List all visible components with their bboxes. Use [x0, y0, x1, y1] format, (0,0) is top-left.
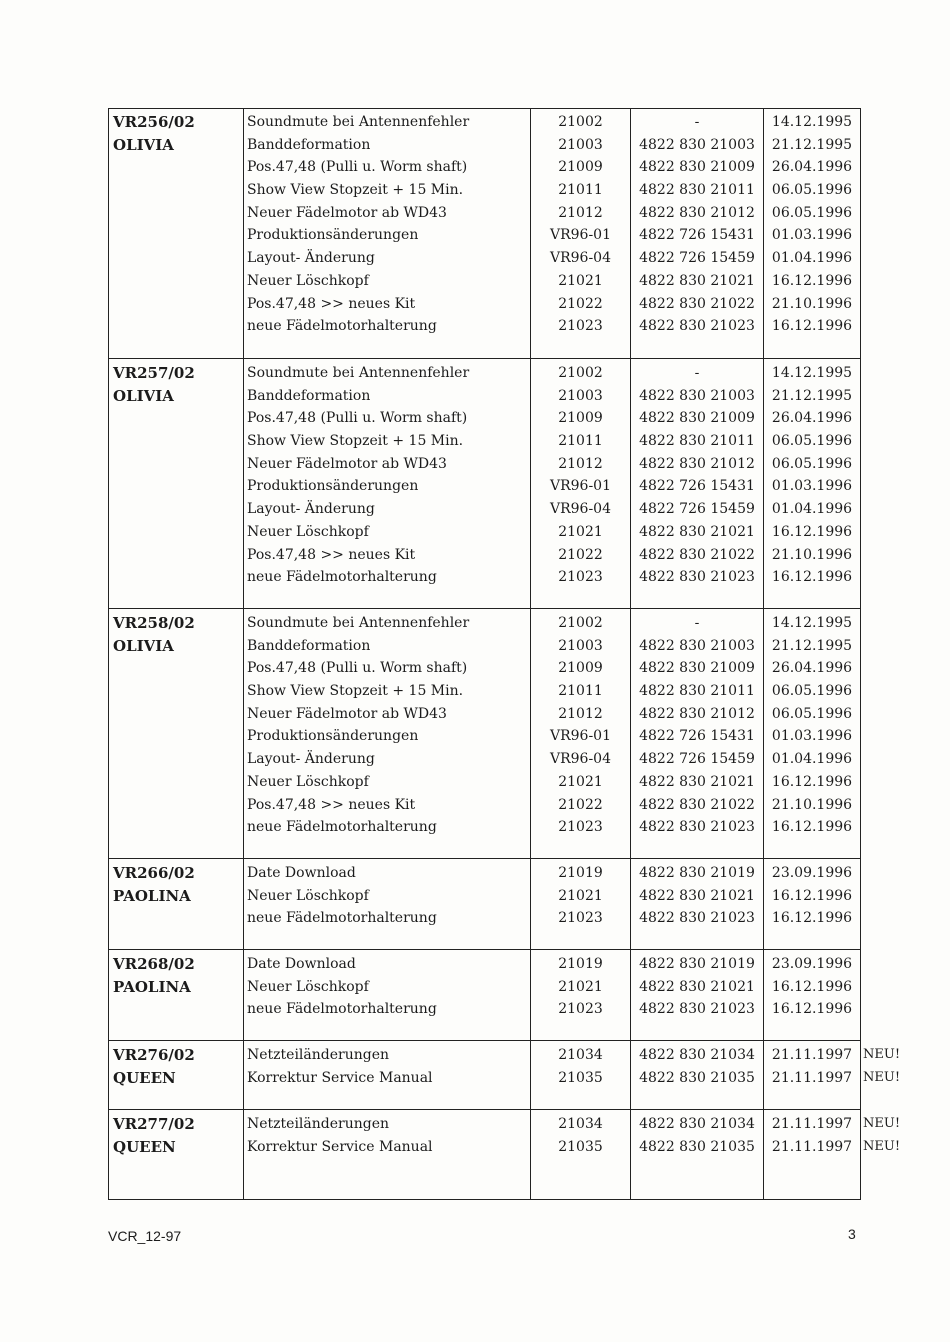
- change-code-cell: [531, 1110, 631, 1200]
- footer-doc-ref: VCR_12-97: [108, 1228, 182, 1244]
- model-name: PAOLINA: [113, 886, 191, 905]
- model-name: OLIVIA: [113, 386, 174, 405]
- change-description: Pos.47,48 >> neues Kit: [247, 295, 416, 312]
- change-code: 21011: [558, 683, 603, 700]
- change-description: Neuer Fädelmotor ab WD43: [247, 455, 447, 472]
- change-code: 21009: [558, 660, 603, 677]
- change-description: Neuer Löschkopf: [247, 523, 369, 540]
- change-description: Pos.47,48 >> neues Kit: [247, 796, 416, 813]
- part-number: 4822 726 15459: [639, 751, 755, 768]
- part-number: 4822 830 21012: [639, 455, 755, 472]
- model-block: [109, 359, 861, 609]
- change-date: 06.05.1996: [771, 683, 853, 700]
- change-code: 21002: [558, 114, 603, 130]
- change-description-cell: [244, 1041, 531, 1110]
- change-code: 21021: [558, 523, 603, 540]
- change-code: 21012: [558, 455, 603, 472]
- part-number: 4822 830 21023: [639, 819, 755, 836]
- change-date: 01.04.1996: [771, 250, 853, 267]
- change-description: Korrektur Service Manual: [247, 1069, 433, 1086]
- part-number: 4822 830 21022: [639, 796, 755, 813]
- change-date: 16.12.1996: [771, 272, 853, 289]
- change-date: 01.03.1996: [771, 728, 853, 745]
- part-number: 4822 726 15459: [639, 501, 755, 518]
- new-note: NEU!: [863, 1116, 901, 1131]
- change-date: 06.05.1996: [771, 204, 853, 221]
- change-code-cell: [531, 950, 631, 1041]
- change-date: 21.11.1997: [771, 1069, 853, 1086]
- footer-page-number: 3: [848, 1226, 856, 1242]
- part-number: -: [694, 114, 700, 130]
- change-code-cell: [531, 609, 631, 859]
- model-number: VR276/02: [113, 1046, 195, 1064]
- change-description: Pos.47,48 >> neues Kit: [247, 546, 416, 563]
- part-number: 4822 830 21035: [639, 1138, 755, 1155]
- change-code: VR96-01: [549, 227, 611, 244]
- change-description-cell: [244, 609, 531, 859]
- part-number: 4822 830 21019: [639, 956, 755, 972]
- change-code: 21003: [558, 136, 603, 153]
- change-date-cell: [764, 109, 861, 359]
- change-code: 21022: [558, 796, 603, 813]
- change-code: 21022: [558, 295, 603, 312]
- change-code: 21002: [558, 365, 603, 381]
- part-number: -: [694, 615, 700, 631]
- change-date: 01.04.1996: [771, 751, 853, 768]
- change-description: Date Download: [247, 865, 356, 881]
- change-code: VR96-04: [549, 501, 611, 518]
- change-code: VR96-04: [549, 250, 611, 267]
- new-note: NEU!: [863, 1069, 901, 1085]
- part-number: 4822 830 21003: [639, 136, 755, 153]
- change-date: 06.05.1996: [771, 455, 853, 472]
- change-code: 21002: [558, 615, 603, 631]
- change-date: 06.05.1996: [771, 433, 853, 450]
- part-number: 4822 830 21022: [639, 295, 755, 312]
- change-code-cell: [531, 359, 631, 609]
- change-date-cell: [764, 1041, 861, 1110]
- change-description: Banddeformation: [247, 637, 371, 654]
- change-description: Layout- Änderung: [247, 501, 375, 518]
- change-description: Netzteiländerungen: [247, 1047, 390, 1063]
- change-description: Banddeformation: [247, 136, 371, 153]
- change-description: Neuer Fädelmotor ab WD43: [247, 204, 447, 221]
- part-number: 4822 830 21009: [639, 660, 755, 677]
- change-code: 21012: [558, 204, 603, 221]
- change-code: 21023: [558, 318, 603, 335]
- change-description: Soundmute bei Antennenfehler: [247, 365, 470, 381]
- change-date: 14.12.1995: [771, 365, 853, 381]
- change-date: 14.12.1995: [771, 615, 853, 631]
- model-name: QUEEN: [113, 1137, 176, 1156]
- model-number: VR257/02: [113, 364, 195, 382]
- change-code: 21023: [558, 910, 603, 927]
- change-code: 21021: [558, 887, 603, 904]
- model-cell: [109, 359, 244, 609]
- change-description: neue Fädelmotorhalterung: [247, 1001, 437, 1018]
- change-date: 26.04.1996: [771, 410, 853, 427]
- new-note-group: [863, 1113, 900, 1158]
- service-changes-table: [108, 108, 861, 1200]
- part-number: 4822 830 21011: [639, 182, 755, 199]
- change-description: neue Fädelmotorhalterung: [247, 569, 437, 586]
- part-number: 4822 726 15431: [639, 478, 755, 495]
- model-cell: [109, 109, 244, 359]
- change-date: 01.03.1996: [771, 478, 853, 495]
- change-description: Pos.47,48 (Pulli u. Worm shaft): [247, 660, 468, 677]
- change-description: Soundmute bei Antennenfehler: [247, 615, 470, 631]
- part-number: 4822 830 21021: [639, 978, 755, 995]
- part-number: 4822 830 21035: [639, 1069, 755, 1086]
- change-description: Date Download: [247, 956, 356, 972]
- change-code: VR96-01: [549, 478, 611, 495]
- model-block: [109, 1041, 861, 1110]
- change-date-cell: [764, 359, 861, 609]
- change-description: Show View Stopzeit + 15 Min.: [247, 182, 464, 199]
- part-number: 4822 830 21012: [639, 705, 755, 722]
- change-code: VR96-04: [549, 751, 611, 768]
- change-code: VR96-01: [549, 728, 611, 745]
- part-number: 4822 830 21003: [639, 387, 755, 404]
- change-code: 21019: [558, 956, 603, 972]
- model-number: VR258/02: [113, 614, 195, 632]
- model-name: PAOLINA: [113, 977, 191, 996]
- change-code: 21003: [558, 637, 603, 654]
- change-description: Neuer Löschkopf: [247, 773, 369, 790]
- change-code: 21012: [558, 705, 603, 722]
- model-number: VR268/02: [113, 955, 195, 973]
- part-number: 4822 726 15431: [639, 728, 755, 745]
- change-description: neue Fädelmotorhalterung: [247, 819, 437, 836]
- change-date: 16.12.1996: [771, 773, 853, 790]
- part-number: 4822 830 21022: [639, 546, 755, 563]
- change-date: 16.12.1996: [771, 569, 853, 586]
- change-date: 16.12.1996: [771, 1001, 853, 1018]
- part-number: 4822 830 21003: [639, 637, 755, 654]
- change-code: 21009: [558, 410, 603, 427]
- change-date: 21.12.1995: [771, 136, 853, 153]
- change-code: 21003: [558, 387, 603, 404]
- part-number: 4822 830 21011: [639, 683, 755, 700]
- change-description-cell: [244, 359, 531, 609]
- change-date-cell: [764, 950, 861, 1041]
- change-description: Soundmute bei Antennenfehler: [247, 114, 470, 130]
- change-description: Neuer Löschkopf: [247, 978, 369, 995]
- part-number: -: [694, 365, 700, 381]
- change-code: 21011: [558, 182, 603, 199]
- change-code: 21009: [558, 159, 603, 176]
- part-number: 4822 830 21009: [639, 159, 755, 176]
- change-date: 21.12.1995: [771, 637, 853, 654]
- part-number: 4822 726 15431: [639, 227, 755, 244]
- change-date: 01.03.1996: [771, 227, 853, 244]
- part-number: 4822 830 21012: [639, 204, 755, 221]
- change-description: Neuer Löschkopf: [247, 887, 369, 904]
- change-code-cell: [531, 859, 631, 950]
- change-date: 06.05.1996: [771, 182, 853, 199]
- model-cell: [109, 1041, 244, 1110]
- change-date: 21.12.1995: [771, 387, 853, 404]
- part-number: 4822 830 21019: [639, 865, 755, 881]
- change-date: 16.12.1996: [771, 318, 853, 335]
- model-name: QUEEN: [113, 1068, 176, 1087]
- new-note: NEU!: [863, 1138, 901, 1154]
- part-number: 4822 830 21009: [639, 410, 755, 427]
- part-number-cell: [631, 609, 764, 859]
- change-description-cell: [244, 859, 531, 950]
- change-date: 16.12.1996: [771, 819, 853, 836]
- change-code-cell: [531, 109, 631, 359]
- change-date: 23.09.1996: [771, 865, 853, 881]
- change-code: 21023: [558, 819, 603, 836]
- change-date-cell: [764, 1110, 861, 1200]
- part-number: 4822 830 21034: [639, 1116, 755, 1132]
- model-block: [109, 950, 861, 1041]
- change-description-cell: [244, 950, 531, 1041]
- part-number: 4822 830 21034: [639, 1047, 755, 1063]
- model-cell: [109, 609, 244, 859]
- change-date: 21.10.1996: [771, 295, 853, 312]
- change-description: Netzteiländerungen: [247, 1116, 390, 1132]
- part-number-cell: [631, 1041, 764, 1110]
- change-date: 21.11.1997: [771, 1047, 853, 1063]
- model-cell: [109, 859, 244, 950]
- model-block: [109, 859, 861, 950]
- change-description: Produktionsänderungen: [247, 478, 419, 495]
- change-code: 21021: [558, 272, 603, 289]
- change-code: 21034: [558, 1047, 603, 1063]
- change-date: 16.12.1996: [771, 978, 853, 995]
- change-code-cell: [531, 1041, 631, 1110]
- part-number-cell: [631, 359, 764, 609]
- change-date: 16.12.1996: [771, 887, 853, 904]
- change-description: Show View Stopzeit + 15 Min.: [247, 683, 464, 700]
- model-cell: [109, 950, 244, 1041]
- change-description: Layout- Änderung: [247, 250, 375, 267]
- part-number-cell: [631, 109, 764, 359]
- model-block: [109, 609, 861, 859]
- change-date: 21.11.1997: [771, 1138, 853, 1155]
- change-code: 21023: [558, 569, 603, 586]
- part-number: 4822 830 21021: [639, 523, 755, 540]
- part-number-cell: [631, 1110, 764, 1200]
- part-number-cell: [631, 859, 764, 950]
- change-description: Produktionsänderungen: [247, 728, 419, 745]
- change-description: neue Fädelmotorhalterung: [247, 910, 437, 927]
- change-date: 26.04.1996: [771, 159, 853, 176]
- change-description: Layout- Änderung: [247, 751, 375, 768]
- model-cell: [109, 1110, 244, 1200]
- change-code: 21023: [558, 1001, 603, 1018]
- part-number: 4822 830 21023: [639, 910, 755, 927]
- change-date-cell: [764, 859, 861, 950]
- change-description: Produktionsänderungen: [247, 227, 419, 244]
- change-date: 21.10.1996: [771, 546, 853, 563]
- part-number: 4822 830 21023: [639, 318, 755, 335]
- change-date: 06.05.1996: [771, 705, 853, 722]
- change-code: 21034: [558, 1116, 603, 1132]
- part-number: 4822 830 21023: [639, 1001, 755, 1018]
- part-number: 4822 830 21021: [639, 773, 755, 790]
- change-description-cell: [244, 1110, 531, 1200]
- change-description: Pos.47,48 (Pulli u. Worm shaft): [247, 410, 468, 427]
- new-note-group: [863, 1044, 900, 1089]
- change-date: 16.12.1996: [771, 910, 853, 927]
- change-code: 21011: [558, 433, 603, 450]
- change-description: Neuer Löschkopf: [247, 272, 369, 289]
- change-date: 16.12.1996: [771, 523, 853, 540]
- change-date: 01.04.1996: [771, 501, 853, 518]
- change-code: 21021: [558, 773, 603, 790]
- part-number: 4822 830 21021: [639, 887, 755, 904]
- change-code: 21035: [558, 1069, 603, 1086]
- part-number: 4822 726 15459: [639, 250, 755, 267]
- new-note: NEU!: [863, 1047, 901, 1062]
- model-name: OLIVIA: [113, 135, 174, 154]
- model-number: VR277/02: [113, 1115, 195, 1133]
- model-block: [109, 1110, 861, 1200]
- change-description: Show View Stopzeit + 15 Min.: [247, 433, 464, 450]
- change-date-cell: [764, 609, 861, 859]
- change-code: 21035: [558, 1138, 603, 1155]
- model-name: OLIVIA: [113, 636, 174, 655]
- change-code: 21021: [558, 978, 603, 995]
- change-description: Pos.47,48 (Pulli u. Worm shaft): [247, 159, 468, 176]
- part-number: 4822 830 21023: [639, 569, 755, 586]
- change-date: 23.09.1996: [771, 956, 853, 972]
- model-block: [109, 109, 861, 359]
- change-description-cell: [244, 109, 531, 359]
- change-code: 21022: [558, 546, 603, 563]
- part-number-cell: [631, 950, 764, 1041]
- model-number: VR256/02: [113, 113, 195, 131]
- change-date: 26.04.1996: [771, 660, 853, 677]
- change-description: Banddeformation: [247, 387, 371, 404]
- part-number: 4822 830 21021: [639, 272, 755, 289]
- change-description: Korrektur Service Manual: [247, 1138, 433, 1155]
- model-number: VR266/02: [113, 864, 195, 882]
- change-date: 21.10.1996: [771, 796, 853, 813]
- change-code: 21019: [558, 865, 603, 881]
- part-number: 4822 830 21011: [639, 433, 755, 450]
- change-description: Neuer Fädelmotor ab WD43: [247, 705, 447, 722]
- change-date: 14.12.1995: [771, 114, 853, 130]
- change-description: neue Fädelmotorhalterung: [247, 318, 437, 335]
- change-date: 21.11.1997: [771, 1116, 853, 1132]
- table-body: [109, 109, 861, 1200]
